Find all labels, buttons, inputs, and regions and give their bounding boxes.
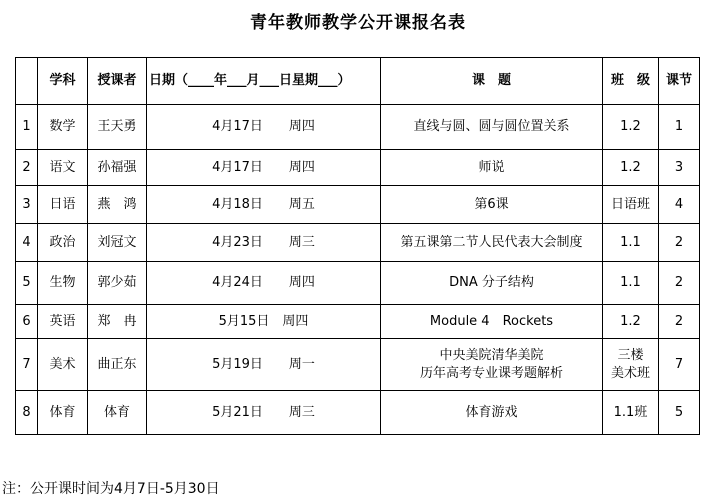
cell-class bbox=[603, 339, 659, 391]
cell-class bbox=[603, 186, 659, 224]
cell-class-line: 日语班 bbox=[610, 196, 650, 212]
cell-period: 4 bbox=[659, 186, 700, 224]
cell-no: 8 bbox=[16, 391, 38, 435]
header-date: 日期（____年___月___日星期___） bbox=[147, 58, 381, 105]
cell-topic bbox=[381, 150, 603, 186]
table-row bbox=[16, 105, 700, 150]
cell-no: 7 bbox=[16, 339, 38, 391]
cell-topic-line: 历年高考专业课考题解析 bbox=[419, 365, 563, 381]
table-row bbox=[16, 305, 700, 339]
cell-period: 2 bbox=[659, 224, 700, 262]
cell-teacher: 郭少茹 bbox=[88, 262, 147, 305]
cell-date: 4月17日 周四 bbox=[147, 105, 381, 150]
table-row bbox=[16, 262, 700, 305]
table-row bbox=[16, 391, 700, 435]
cell-topic-line: 中央美院清华美院 bbox=[439, 347, 544, 363]
cell-class bbox=[603, 262, 659, 305]
cell-class-line: 1.2 bbox=[620, 313, 641, 329]
cell-subject: 美术 bbox=[38, 339, 88, 391]
cell-class-line: 1.1 bbox=[620, 234, 641, 250]
cell-subject: 体育 bbox=[38, 391, 88, 435]
cell-class-line: 1.2 bbox=[620, 119, 641, 134]
cell-subject: 数学 bbox=[38, 105, 88, 150]
cell-class-line: 1.2 bbox=[620, 159, 641, 175]
header-subject: 学科 bbox=[38, 58, 88, 105]
header-topic: 课 题 bbox=[381, 58, 603, 105]
header-class: 班 级 bbox=[603, 58, 659, 105]
cell-no: 2 bbox=[16, 150, 38, 186]
cell-date: 4月17日 周四 bbox=[147, 150, 381, 186]
cell-teacher: 体育 bbox=[88, 391, 147, 435]
cell-class-line: 1.1班 bbox=[613, 404, 648, 420]
cell-date: 4月18日 周五 bbox=[147, 186, 381, 224]
cell-topic-line: 第6课 bbox=[474, 196, 509, 212]
cell-subject: 英语 bbox=[38, 305, 88, 339]
cell-no: 1 bbox=[16, 105, 38, 150]
page-title: 青年教师教学公开课报名表 bbox=[250, 13, 466, 33]
cell-topic-line: DNA 分子结构 bbox=[449, 275, 534, 290]
cell-no: 3 bbox=[16, 186, 38, 224]
table-row bbox=[16, 339, 700, 391]
table-row bbox=[16, 150, 700, 186]
cell-subject: 政治 bbox=[38, 224, 88, 262]
cell-topic-line: 直线与圆、圆与圆位置关系 bbox=[413, 119, 570, 134]
cell-topic-line: 师说 bbox=[478, 159, 505, 175]
cell-topic bbox=[381, 305, 603, 339]
cell-no: 6 bbox=[16, 305, 38, 339]
cell-teacher: 曲正东 bbox=[88, 339, 147, 391]
cell-teacher: 孙福强 bbox=[88, 150, 147, 186]
registration-table bbox=[15, 57, 700, 435]
cell-period: 7 bbox=[659, 339, 700, 391]
cell-no: 4 bbox=[16, 224, 38, 262]
cell-class bbox=[603, 150, 659, 186]
cell-period: 2 bbox=[659, 262, 700, 305]
cell-date: 4月24日 周四 bbox=[147, 262, 381, 305]
cell-class bbox=[603, 224, 659, 262]
cell-topic-line: 第五课第二节人民代表大会制度 bbox=[400, 234, 583, 250]
cell-topic bbox=[381, 391, 603, 435]
cell-class-line: 1.1 bbox=[620, 275, 641, 290]
cell-topic-line: Module 4 Rockets bbox=[429, 313, 554, 329]
footnote: 注：公开课时间为4月7日-5月30日 bbox=[2, 481, 220, 497]
cell-class bbox=[603, 305, 659, 339]
cell-period: 1 bbox=[659, 105, 700, 150]
cell-topic bbox=[381, 262, 603, 305]
cell-topic bbox=[381, 339, 603, 391]
table-row bbox=[16, 186, 700, 224]
cell-class bbox=[603, 105, 659, 150]
table-header-row bbox=[16, 58, 700, 105]
cell-teacher: 刘冠文 bbox=[88, 224, 147, 262]
header-period: 课节 bbox=[659, 58, 700, 105]
cell-class-line: 三楼 bbox=[617, 347, 644, 363]
cell-subject: 日语 bbox=[38, 186, 88, 224]
cell-subject: 语文 bbox=[38, 150, 88, 186]
table-row bbox=[16, 224, 700, 262]
cell-teacher: 郑 冉 bbox=[88, 305, 147, 339]
cell-no: 5 bbox=[16, 262, 38, 305]
cell-teacher: 燕 鸿 bbox=[88, 186, 147, 224]
cell-class-line: 美术班 bbox=[610, 365, 650, 381]
cell-date: 5月19日 周一 bbox=[147, 339, 381, 391]
cell-date: 4月23日 周三 bbox=[147, 224, 381, 262]
header-teacher: 授课者 bbox=[88, 58, 147, 105]
cell-period: 5 bbox=[659, 391, 700, 435]
cell-subject: 生物 bbox=[38, 262, 88, 305]
cell-topic bbox=[381, 105, 603, 150]
cell-topic bbox=[381, 186, 603, 224]
cell-period: 2 bbox=[659, 305, 700, 339]
header-no bbox=[16, 58, 38, 105]
cell-class bbox=[603, 391, 659, 435]
cell-topic-line: 体育游戏 bbox=[465, 404, 518, 420]
cell-topic bbox=[381, 224, 603, 262]
cell-date: 5月15日 周四 bbox=[147, 305, 381, 339]
cell-period: 3 bbox=[659, 150, 700, 186]
cell-teacher: 王天勇 bbox=[88, 105, 147, 150]
cell-date: 5月21日 周三 bbox=[147, 391, 381, 435]
